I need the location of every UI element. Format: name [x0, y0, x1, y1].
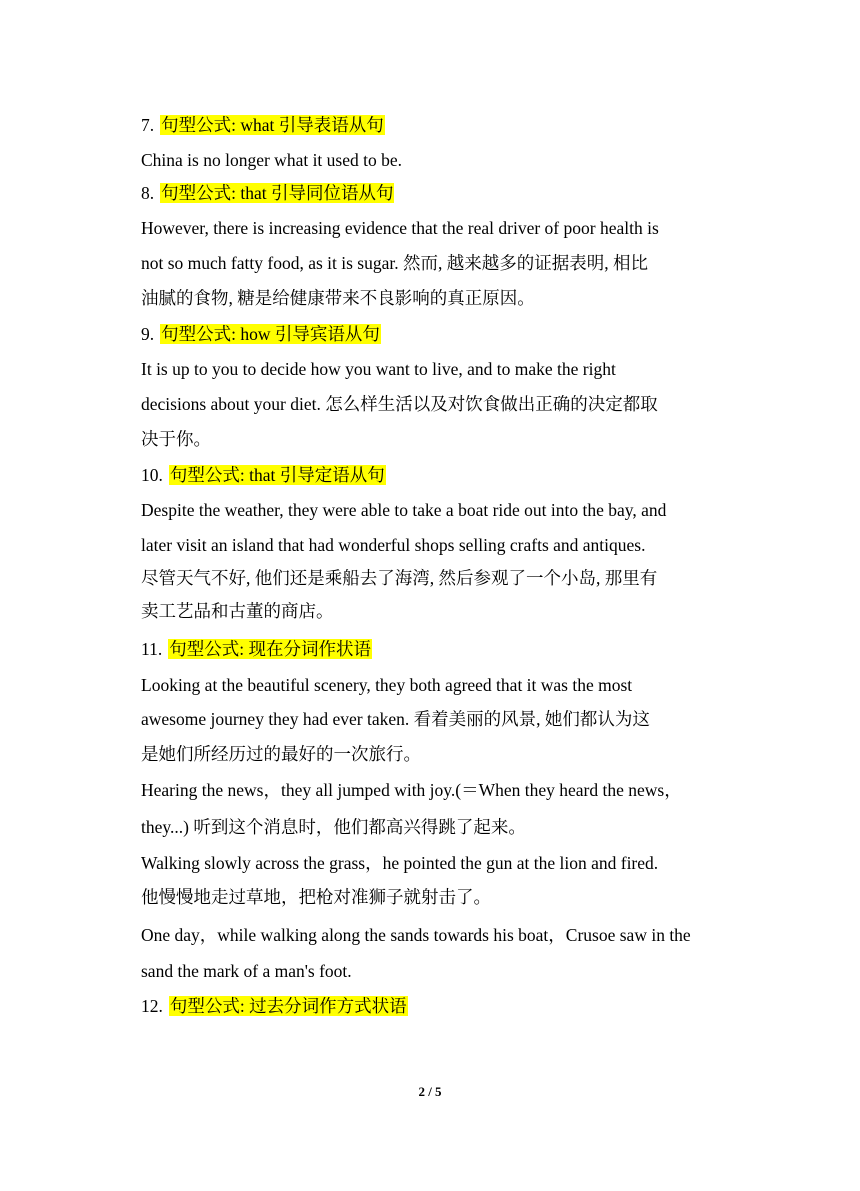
- section-heading-9: [141, 321, 381, 347]
- translation-line: 油腻的食物, 糖是给健康带来不良影响的真正原因。: [141, 288, 535, 308]
- highlighted-formula: 句型公式: how 引导宾语从句: [161, 324, 380, 344]
- highlighted-formula: 句型公式: 现在分词作状语: [169, 639, 371, 659]
- example-line: decisions about your diet. 怎么样生活以及对饮食做出正确的决定都取: [141, 394, 658, 414]
- highlighted-formula: 句型公式: 过去分词作方式状语: [169, 996, 407, 1016]
- example-line: sand the mark of a man's foot.: [141, 961, 352, 981]
- section-number: 10.: [141, 465, 163, 485]
- translation-line: 决于你。: [141, 429, 211, 449]
- page-number: 2 / 5: [418, 1084, 442, 1099]
- section-heading-10: [141, 462, 386, 488]
- section-number: 12.: [141, 996, 163, 1016]
- example-line: Despite the weather, they were able to take a boat ride out into the bay, and: [141, 500, 667, 520]
- translation-line: 卖工艺品和古董的商店。: [141, 601, 334, 621]
- example-line: China is no longer what it used to be.: [141, 150, 403, 170]
- section-number: 11.: [141, 639, 163, 659]
- section-number: 9.: [141, 324, 155, 344]
- example-line: they...) 听到这个消息时，他们都高兴得跳了起来。: [141, 817, 526, 837]
- example-line: not so much fatty food, as it is sugar. 然而, 越来越多的证据表明, 相比: [141, 253, 648, 273]
- section-heading-8: [141, 180, 394, 206]
- translation-line: 是她们所经历过的最好的一次旅行。: [141, 744, 421, 764]
- example-line: awesome journey they had ever taken. 看着美丽的风景, 她们都认为这: [141, 709, 650, 729]
- highlighted-formula: 句型公式: that 引导同位语从句: [161, 183, 394, 203]
- translation-line: 他慢慢地走过草地，把枪对准狮子就射击了。: [141, 887, 491, 907]
- section-number: 7.: [141, 115, 155, 135]
- section-number: 8.: [141, 183, 155, 203]
- example-line: One day，while walking along the sands towards his boat，Crusoe saw in the: [141, 925, 691, 945]
- section-heading-11: [141, 636, 372, 662]
- highlighted-formula: 句型公式: what 引导表语从句: [161, 115, 384, 135]
- example-line: Looking at the beautiful scenery, they both agreed that it was the most: [141, 675, 633, 695]
- example-line: Walking slowly across the grass，he pointed the gun at the lion and fired.: [141, 853, 659, 873]
- example-line: Hearing the news，they all jumped with joy.(＝When they heard the news，: [141, 780, 682, 800]
- section-heading-7: [141, 112, 385, 138]
- translation-line: 尽管天气不好, 他们还是乘船去了海湾, 然后参观了一个小岛, 那里有: [141, 568, 658, 588]
- example-line: It is up to you to decide how you want to live, and to make the right: [141, 359, 616, 379]
- highlighted-formula: 句型公式: that 引导定语从句: [169, 465, 385, 485]
- example-line: later visit an island that had wonderful shops selling crafts and antiques.: [141, 535, 646, 555]
- example-line: However, there is increasing evidence that the real driver of poor health is: [141, 218, 659, 238]
- section-heading-12: [141, 993, 408, 1019]
